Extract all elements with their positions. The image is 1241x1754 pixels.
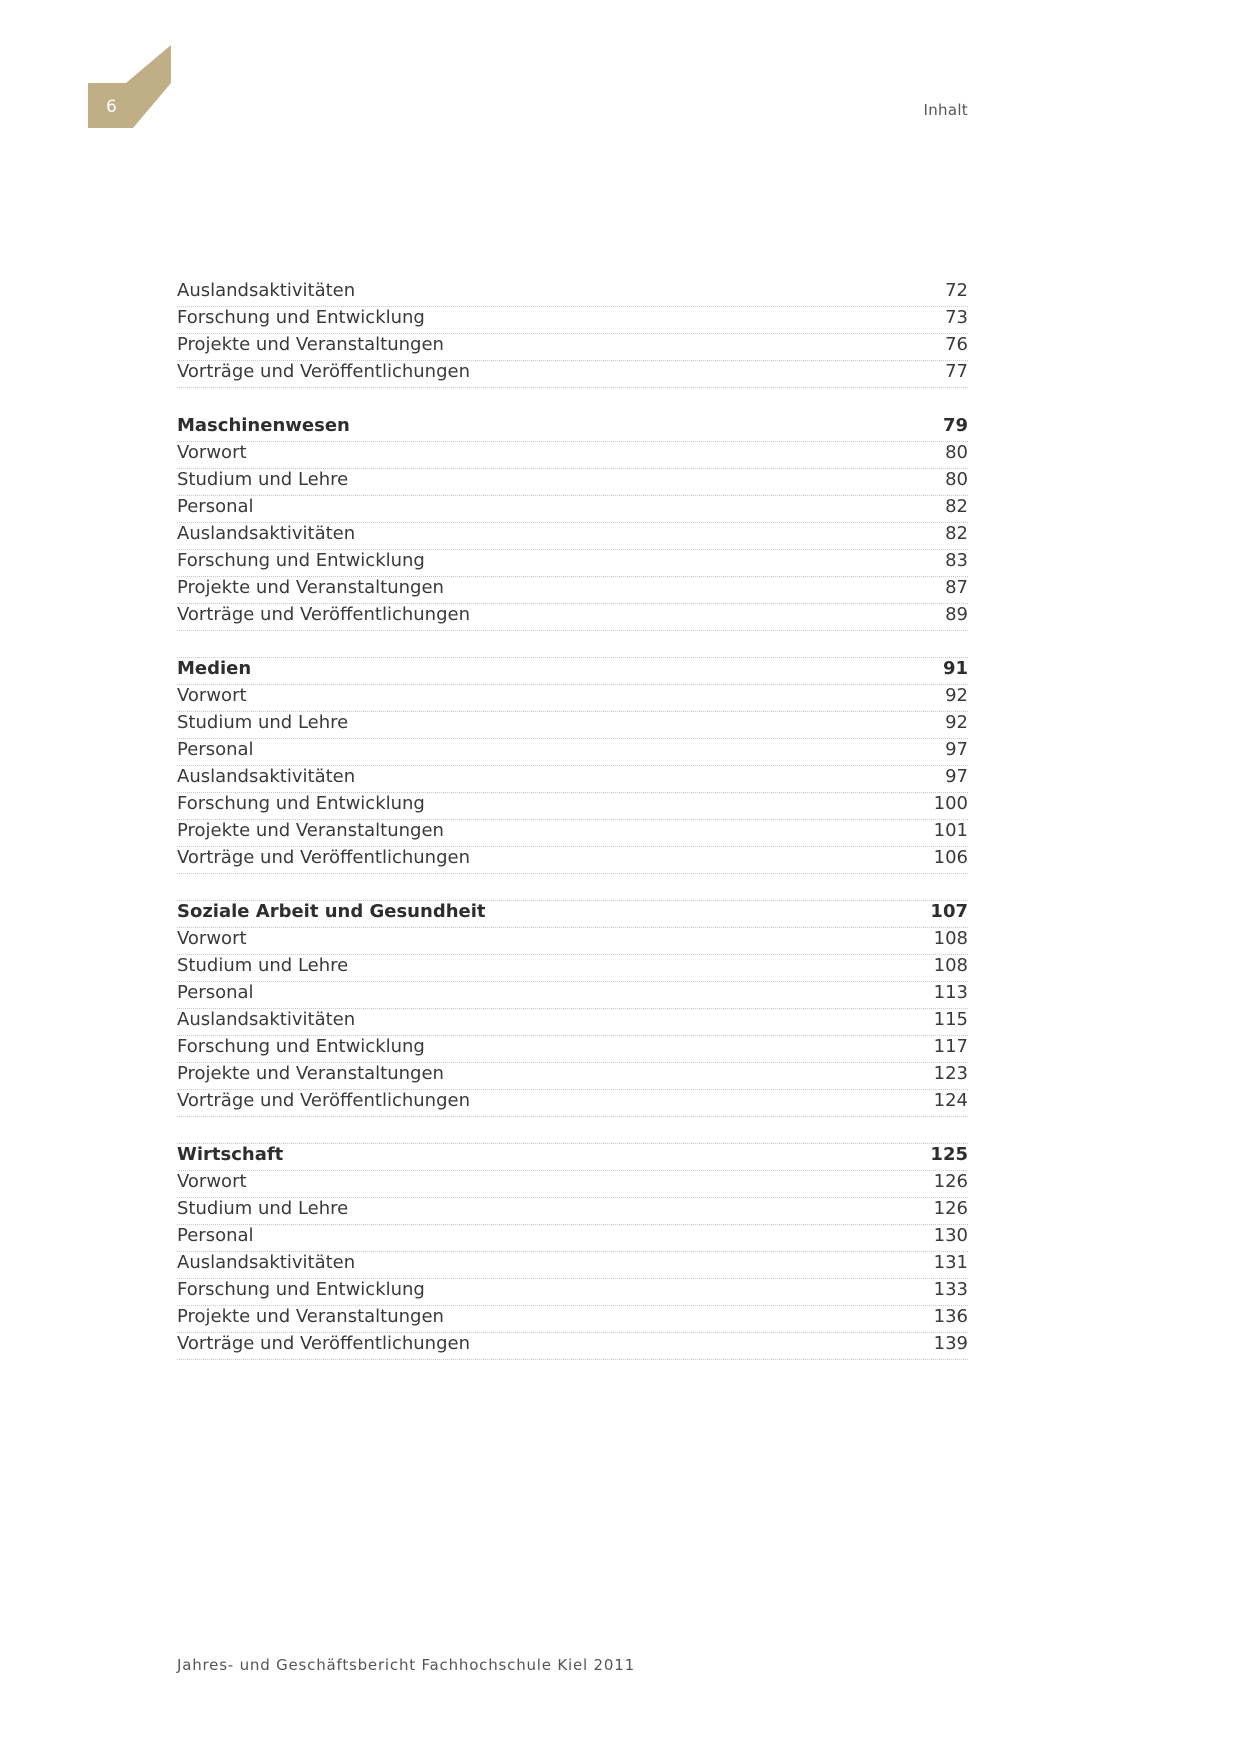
toc-entry[interactable] <box>177 1279 968 1306</box>
toc-entry-label: Personal <box>177 739 254 760</box>
toc-entry[interactable] <box>177 793 968 820</box>
toc-entry-page: 82 <box>945 523 968 544</box>
toc-heading-page: 91 <box>942 658 968 679</box>
toc-entry-page: 77 <box>945 361 968 382</box>
toc-section-heading[interactable] <box>177 658 968 685</box>
table-of-contents <box>177 280 968 1360</box>
toc-entry-page: 126 <box>933 1198 968 1219</box>
toc-entry-page: 80 <box>945 442 968 463</box>
toc-spacer <box>177 874 968 901</box>
toc-entry-label: Auslandsaktivitäten <box>177 1252 356 1273</box>
toc-entry-page: 133 <box>933 1279 968 1300</box>
toc-entry-page: 131 <box>933 1252 968 1273</box>
toc-entry-label: Forschung und Entwicklung <box>177 550 425 571</box>
toc-entry-page: 123 <box>933 1063 968 1084</box>
toc-entry-page: 100 <box>933 793 968 814</box>
toc-section-heading[interactable] <box>177 1144 968 1171</box>
toc-entry-page: 106 <box>933 847 968 868</box>
toc-entry-label: Projekte und Veranstaltungen <box>177 820 444 841</box>
toc-entry-page: 124 <box>933 1090 968 1111</box>
toc-entry-label: Forschung und Entwicklung <box>177 1036 425 1057</box>
toc-entry[interactable] <box>177 442 968 469</box>
toc-entry-page: 73 <box>945 307 968 328</box>
toc-heading-page: 79 <box>942 415 968 436</box>
toc-entry[interactable] <box>177 1171 968 1198</box>
toc-entry-label: Studium und Lehre <box>177 1198 349 1219</box>
toc-entry-label: Vorträge und Veröffentlichungen <box>177 361 470 382</box>
toc-entry-label: Auslandsaktivitäten <box>177 1009 356 1030</box>
toc-entry-label: Vorwort <box>177 685 247 706</box>
toc-entry[interactable] <box>177 550 968 577</box>
toc-section-heading[interactable] <box>177 901 968 928</box>
toc-entry[interactable] <box>177 604 968 631</box>
toc-entry-label: Vorträge und Veröffentlichungen <box>177 1333 470 1354</box>
toc-entry-page: 115 <box>933 1009 968 1030</box>
toc-entry[interactable] <box>177 712 968 739</box>
toc-entry[interactable] <box>177 766 968 793</box>
toc-entry-page: 108 <box>933 955 968 976</box>
toc-entry-label: Forschung und Entwicklung <box>177 307 425 328</box>
toc-entry-label: Vorwort <box>177 928 247 949</box>
toc-entry[interactable] <box>177 307 968 334</box>
toc-entry[interactable] <box>177 1063 968 1090</box>
toc-heading-label: Soziale Arbeit und Gesundheit <box>177 901 486 922</box>
toc-entry[interactable] <box>177 820 968 847</box>
toc-entry-page: 80 <box>945 469 968 490</box>
toc-entry[interactable] <box>177 523 968 550</box>
toc-entry-label: Auslandsaktivitäten <box>177 766 356 787</box>
toc-entry[interactable] <box>177 928 968 955</box>
toc-entry-label: Vorträge und Veröffentlichungen <box>177 847 470 868</box>
toc-entry-page: 82 <box>945 496 968 517</box>
toc-heading-label: Maschinenwesen <box>177 415 350 436</box>
page-corner-tab <box>88 45 171 128</box>
toc-entry[interactable] <box>177 361 968 388</box>
toc-heading-label: Medien <box>177 658 252 679</box>
toc-entry-label: Studium und Lehre <box>177 712 349 733</box>
toc-entry[interactable] <box>177 1252 968 1279</box>
toc-entry[interactable] <box>177 496 968 523</box>
toc-entry-page: 92 <box>945 685 968 706</box>
toc-entry[interactable] <box>177 1036 968 1063</box>
toc-entry-page: 97 <box>945 766 968 787</box>
toc-entry-page: 72 <box>945 280 968 301</box>
toc-entry[interactable] <box>177 469 968 496</box>
toc-entry-label: Vorwort <box>177 1171 247 1192</box>
toc-entry[interactable] <box>177 1009 968 1036</box>
toc-heading-page: 125 <box>930 1144 968 1165</box>
toc-entry-page: 130 <box>933 1225 968 1246</box>
toc-entry-page: 108 <box>933 928 968 949</box>
toc-entry-label: Personal <box>177 496 254 517</box>
toc-entry-page: 126 <box>933 1171 968 1192</box>
corner-tab-shape-icon <box>88 45 171 128</box>
toc-entry[interactable] <box>177 1333 968 1360</box>
toc-entry-page: 83 <box>945 550 968 571</box>
toc-entry[interactable] <box>177 1306 968 1333</box>
section-title: Inhalt <box>923 101 968 119</box>
toc-entry[interactable] <box>177 1198 968 1225</box>
toc-entry[interactable] <box>177 577 968 604</box>
toc-entry-label: Projekte und Veranstaltungen <box>177 1306 444 1327</box>
toc-entry[interactable] <box>177 982 968 1009</box>
toc-entry-page: 113 <box>933 982 968 1003</box>
toc-spacer <box>177 1117 968 1144</box>
toc-entry-page: 139 <box>933 1333 968 1354</box>
toc-entry-page: 117 <box>933 1036 968 1057</box>
toc-entry-page: 76 <box>945 334 968 355</box>
toc-entry-label: Vorträge und Veröffentlichungen <box>177 604 470 625</box>
toc-entry-page: 136 <box>933 1306 968 1327</box>
toc-entry-page: 92 <box>945 712 968 733</box>
toc-entry-label: Vorträge und Veröffentlichungen <box>177 1090 470 1111</box>
toc-entry[interactable] <box>177 685 968 712</box>
toc-entry[interactable] <box>177 847 968 874</box>
footer-text: Jahres- und Geschäftsbericht Fachhochschule Kiel 2011 <box>177 1656 635 1674</box>
toc-entry[interactable] <box>177 955 968 982</box>
toc-entry[interactable] <box>177 1225 968 1252</box>
toc-entry-label: Studium und Lehre <box>177 955 349 976</box>
toc-entry-page: 97 <box>945 739 968 760</box>
toc-entry-label: Studium und Lehre <box>177 469 349 490</box>
toc-entry-label: Forschung und Entwicklung <box>177 793 425 814</box>
toc-entry[interactable] <box>177 1090 968 1117</box>
toc-entry-page: 101 <box>933 820 968 841</box>
toc-entry-label: Personal <box>177 982 254 1003</box>
toc-entry[interactable] <box>177 739 968 766</box>
toc-heading-label: Wirtschaft <box>177 1144 284 1165</box>
toc-entry-label: Forschung und Entwicklung <box>177 1279 425 1300</box>
toc-entry-label: Projekte und Veranstaltungen <box>177 1063 444 1084</box>
toc-entry-page: 87 <box>945 577 968 598</box>
toc-entry[interactable] <box>177 334 968 361</box>
toc-entry-label: Auslandsaktivitäten <box>177 280 356 301</box>
toc-entry-label: Projekte und Veranstaltungen <box>177 334 444 355</box>
toc-section-heading[interactable] <box>177 415 968 442</box>
toc-entry[interactable] <box>177 280 968 307</box>
toc-entry-label: Personal <box>177 1225 254 1246</box>
toc-spacer <box>177 388 968 415</box>
toc-entry-page: 89 <box>945 604 968 625</box>
page-number: 6 <box>106 97 117 117</box>
toc-entry-label: Projekte und Veranstaltungen <box>177 577 444 598</box>
toc-entry-label: Auslandsaktivitäten <box>177 523 356 544</box>
toc-entry-label: Vorwort <box>177 442 247 463</box>
toc-spacer <box>177 631 968 658</box>
toc-heading-page: 107 <box>930 901 968 922</box>
